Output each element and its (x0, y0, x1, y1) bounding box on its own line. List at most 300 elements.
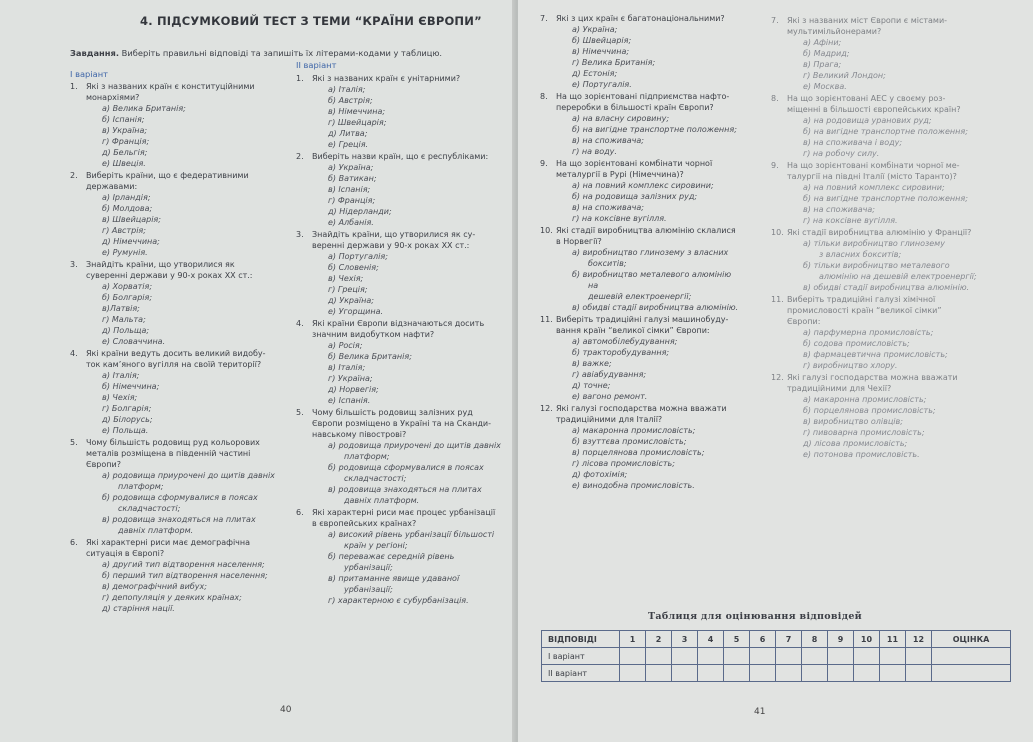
question-text: На що зорієнтовані комбінати чорної ме- (787, 161, 960, 170)
answer-cell[interactable] (672, 648, 698, 665)
answer-option: г) Австрія; (102, 226, 146, 235)
answer-option: г) на робочу силу. (803, 149, 880, 158)
question-block (296, 407, 504, 506)
answer-option: а) на родовища уранових руд; (803, 116, 932, 125)
question-text: Які з названих країн є унітарними? (312, 74, 461, 83)
question (296, 507, 504, 529)
variant2-heading: ІІ варіант (296, 60, 337, 70)
question-number: 4. (296, 319, 304, 328)
answer-option: в) обидві стадії виробництва алюмінію. (803, 283, 970, 292)
question-text: талургії на півдні Італії (місто Таранто)? (787, 172, 957, 181)
answer-option: а) на повний комплекс сировини; (803, 183, 945, 192)
question-number: 8. (771, 94, 779, 103)
left-variant1-column (70, 80, 275, 614)
answer-table-row (542, 665, 1011, 682)
question-block (540, 403, 758, 491)
question (296, 318, 504, 340)
answer-option: д) фотохімія; (572, 470, 628, 479)
answer-option: на (588, 281, 599, 290)
answer-option: б) Болгарія; (102, 293, 153, 302)
question-text: навському півострові? (312, 430, 407, 439)
question (540, 314, 758, 336)
score-cell[interactable] (932, 665, 1011, 682)
question-block (771, 160, 983, 226)
answer-option: а) високий рівень урбанізації більшості (328, 530, 495, 539)
question-block (70, 348, 275, 436)
question (540, 158, 758, 180)
question-text: Європи: (787, 317, 821, 326)
question-number-cell: 9 (828, 631, 854, 648)
question-text: Які галузі господарства можна вважати (787, 373, 958, 382)
answer-option: е) Угорщина. (328, 307, 384, 316)
answer-option: в) на споживача; (572, 136, 644, 145)
question-text: монархіями? (86, 93, 140, 102)
answer-option: б) Мадрид; (803, 49, 850, 58)
answer-option: в) притаманне явище удаваної (328, 574, 460, 583)
question (70, 348, 275, 370)
answer-option: а) Хорватія; (102, 282, 153, 291)
answer-option: а) родовища приурочені до щитів давніх (328, 441, 501, 450)
answer-option: б) Швейцарія; (572, 36, 632, 45)
answer-option: давніх платформ. (118, 526, 194, 535)
answer-option: в) родовища знаходяться на плитах (328, 485, 482, 494)
question (540, 403, 758, 425)
answer-option: а) Ірландія; (102, 193, 151, 202)
task-text: Виберіть правильні відповіді та запишіть їх літерами-кодами у таблицю. (119, 48, 443, 58)
answer-option: г) на коксівне вугілля. (572, 214, 667, 223)
answer-option: г) Франція; (102, 137, 150, 146)
question-text: На що зорієнтовані комбінати чорної (556, 159, 713, 168)
question (771, 15, 983, 37)
answer-table (541, 630, 1011, 682)
question-block (540, 158, 758, 224)
answer-option: д) Нідерланди; (328, 207, 392, 216)
question-text: Які з названих країн є конституційними (86, 82, 255, 91)
answer-option: в) демографічний вибух; (102, 582, 207, 591)
question-text: Які характерні риси має процес урбанізації (312, 508, 496, 517)
answer-table-row (542, 648, 1011, 665)
answer-option: а) виробництво глинозему з власних (572, 248, 729, 257)
question-text: Які стадії виробництва алюмінію у Франції? (787, 228, 972, 237)
answer-option: країн у регіоні; (344, 541, 408, 550)
answer-option: в) Іспанія; (328, 185, 371, 194)
question-text: вання країн “великої сімки” Європи: (556, 326, 710, 335)
answer-option: в) Швейцарія; (102, 215, 161, 224)
question-text: Виберіть країни, що є федеративними (86, 171, 249, 180)
answer-option: б) Ватикан; (328, 174, 377, 183)
question-number: 12. (771, 373, 784, 382)
answer-option: урбанізації; (344, 563, 393, 572)
question-block (771, 294, 983, 371)
question-number: 2. (70, 171, 78, 180)
answer-option: д) Польща; (102, 326, 150, 335)
answer-option: г) характерною є субурбанізація. (328, 596, 469, 605)
answer-option: д) Україна; (328, 296, 374, 305)
question (771, 93, 983, 115)
answer-option: г) Болгарія; (102, 404, 152, 413)
answer-option: б) перший тип відтворення населення; (102, 571, 268, 580)
answer-option: д) Білорусь; (102, 415, 153, 424)
question-text: Які характерні риси має демографічна (86, 538, 251, 547)
question-text: значним видобутком нафти? (312, 330, 435, 339)
answer-option: г) депопуляція у деяких країнах; (102, 593, 242, 602)
question-text: металургії в Рурі (Німеччина)? (556, 170, 684, 179)
answer-cell[interactable] (880, 648, 906, 665)
answer-option: а) Україна; (572, 25, 618, 34)
answer-option: а) макаронна промисловість; (572, 426, 696, 435)
answer-option: в) фармацевтична промисловість; (803, 350, 948, 359)
page-title: 4. ПІДСУМКОВИЙ ТЕСТ З ТЕМИ “КРАЇНИ ЄВРОПИ” (140, 14, 482, 28)
question-number: 7. (540, 14, 548, 23)
answer-option: е) Швеція. (102, 159, 146, 168)
question-text: Знайдіть країни, що утворилися як (86, 260, 235, 269)
question-block (540, 225, 758, 313)
answer-option: алюмінію на дешевій електроенергії; (819, 272, 977, 281)
answer-option: б) Німеччина; (102, 382, 160, 391)
answer-cell[interactable] (906, 648, 932, 665)
question-text: металів розміщена в південній частині (86, 449, 251, 458)
question-block (296, 151, 504, 228)
answer-option: б) родовища сформувалися в поясах (328, 463, 484, 472)
answer-cell[interactable] (724, 665, 750, 682)
question-text: Які країни ведуть досить великий видобу- (86, 349, 266, 358)
question (540, 13, 758, 24)
answer-option: д) Норвегія; (328, 385, 379, 394)
question-block (70, 537, 275, 614)
answer-option: е) потонова промисловість. (803, 450, 920, 459)
answer-option: е) Румунія. (102, 248, 148, 257)
right-variant2-column (771, 14, 983, 460)
question (540, 91, 758, 113)
question (296, 407, 504, 440)
question-block (70, 81, 275, 169)
variant-row-label: ІІ варіант (542, 665, 620, 682)
answer-option: а) Велика Британія; (102, 104, 186, 113)
question-text: в європейських країнах? (312, 519, 417, 528)
question (540, 225, 758, 247)
question-number-cell: 2 (646, 631, 672, 648)
answer-option: б) Іспанія; (102, 115, 145, 124)
answer-option: б) родовища сформувалися в поясах (102, 493, 258, 502)
question-number: 11. (540, 315, 553, 324)
question-number-cell: 1 (620, 631, 646, 648)
answer-option: а) Росія; (328, 341, 363, 350)
answer-option: е) Греція. (328, 140, 369, 149)
answer-option: платформ; (344, 452, 390, 461)
answer-option: б) взуттєва промисловість; (572, 437, 687, 446)
answer-option: урбанізації; (344, 585, 393, 594)
question-number: 5. (296, 408, 304, 417)
answer-option: б) виробництво металевого алюмінію (572, 270, 732, 279)
answer-option: б) Велика Британія; (328, 352, 412, 361)
answer-option: г) Франція; (328, 196, 376, 205)
variant1-heading: І варіант (70, 69, 108, 79)
answer-table-header (542, 631, 1011, 648)
question-text: державами: (86, 182, 138, 191)
answer-option: в) обидві стадії виробництва алюмінію. (572, 303, 739, 312)
question-block (771, 93, 983, 159)
question-number: 6. (296, 508, 304, 517)
question-text: веренні держави у 90-х роках ХХ ст.: (312, 241, 470, 250)
score-cell[interactable] (932, 648, 1011, 665)
answer-cell[interactable] (646, 648, 672, 665)
question (771, 372, 983, 394)
answer-option: б) Словенія; (328, 263, 379, 272)
answer-cell[interactable] (828, 665, 854, 682)
answer-option: б) порцелянова промисловість; (803, 406, 936, 415)
answer-cell[interactable] (620, 665, 646, 682)
question-text: ток кам’яного вугілля на своїй території? (86, 360, 262, 369)
answer-cell[interactable] (802, 665, 828, 682)
question-text: Які країни Європи відзначаються досить (312, 319, 485, 328)
answer-option: а) тільки виробництво глинозему (803, 239, 945, 248)
right-variant1-column (540, 12, 758, 491)
question-block (540, 91, 758, 157)
answer-option: е) Іспанія. (328, 396, 371, 405)
answer-option: а) другий тип відтворення населення; (102, 560, 265, 569)
question-number: 3. (296, 230, 304, 239)
answer-option: б) содова промисловість; (803, 339, 910, 348)
answer-cell[interactable] (906, 665, 932, 682)
question-text: Чому більшість родовищ залізних руд (312, 408, 473, 417)
variant-row-label: І варіант (542, 648, 620, 665)
question-text: Які з названих міст Європи є містами- (787, 16, 948, 25)
question-text: На що зорієнтовані АЕС у своєму роз- (787, 94, 946, 103)
answer-option: в) важке; (572, 359, 612, 368)
question-number: 12. (540, 404, 553, 413)
question-text: На що зорієнтовані підприємства нафто- (556, 92, 730, 101)
question-block (70, 437, 275, 536)
answer-option: а) автомобілебудування; (572, 337, 678, 346)
task-instruction (70, 48, 442, 58)
answer-option: в) Італія; (328, 363, 366, 372)
question-number: 6. (70, 538, 78, 547)
answer-option: в) Німеччина; (572, 47, 630, 56)
answer-option: д) лісова промисловість; (803, 439, 908, 448)
answer-cell[interactable] (724, 648, 750, 665)
question-text: міщенні в більшості європейських країн? (787, 105, 961, 114)
answer-cell[interactable] (620, 648, 646, 665)
answer-option: в)Латвія; (102, 304, 140, 313)
answer-cell[interactable] (828, 648, 854, 665)
answer-option: е) Польща. (102, 426, 149, 435)
question-number-cell: 10 (854, 631, 880, 648)
answer-option: в) виробництво олівців; (803, 417, 903, 426)
question-text: суверенні держави у 90-х роках ХХ ст.: (86, 271, 253, 280)
answer-option: е) Словаччина. (102, 337, 166, 346)
task-label: Завдання. (70, 48, 119, 58)
answer-option: а) Афіни; (803, 38, 842, 47)
answer-option: складчастості; (344, 474, 407, 483)
question-text: Знайдіть країни, що утворилися як су- (312, 230, 476, 239)
question-number: 4. (70, 349, 78, 358)
question-block (296, 318, 504, 406)
question-number: 11. (771, 295, 784, 304)
answers-header-cell: ВІДПОВІДІ (542, 631, 620, 648)
question (771, 160, 983, 182)
answer-cell[interactable] (854, 648, 880, 665)
answer-option: б) Австрія; (328, 96, 373, 105)
answer-option: д) Бельгія; (102, 148, 148, 157)
question-block (296, 229, 504, 317)
answer-cell[interactable] (802, 648, 828, 665)
answer-cell[interactable] (646, 665, 672, 682)
answer-option: г) пивоварна промисловість; (803, 428, 925, 437)
question-number: 10. (540, 226, 553, 235)
answer-option: в) порцелянова промисловість; (572, 448, 705, 457)
question-number: 9. (771, 161, 779, 170)
answer-option: давніх платформ. (344, 496, 420, 505)
answer-option: в) Чехія; (102, 393, 138, 402)
question-text: переробки в більшості країн Європи? (556, 103, 714, 112)
question-block (70, 170, 275, 258)
answer-option: г) на коксівне вугілля. (803, 216, 898, 225)
answer-option: в) Німеччина; (328, 107, 386, 116)
question-number-cell: 3 (672, 631, 698, 648)
answer-cell[interactable] (672, 665, 698, 682)
question-block (771, 15, 983, 92)
left-page (0, 0, 515, 742)
question-text: Чому більшість родовищ руд кольорових (86, 438, 260, 447)
answer-option: д) Німеччина; (102, 237, 160, 246)
answer-option: г) виробництво хлору. (803, 361, 898, 370)
answer-option: г) лісова промисловість; (572, 459, 675, 468)
question-text: Які стадії виробництва алюмінію склалися (556, 226, 736, 235)
question-number: 9. (540, 159, 548, 168)
question-number-cell: 11 (880, 631, 906, 648)
answer-cell[interactable] (698, 648, 724, 665)
answer-option: дешевій електроенергії; (588, 292, 692, 301)
question (296, 151, 504, 162)
answer-option: в) на споживача; (803, 205, 875, 214)
answer-cell[interactable] (698, 665, 724, 682)
question (771, 227, 983, 238)
answer-option: е) Португалія. (572, 80, 632, 89)
answer-option: а) на власну сировину; (572, 114, 670, 123)
answer-option: бокситів; (588, 259, 627, 268)
answer-option: д) Естонія; (572, 69, 618, 78)
question-text: в Норвегії? (556, 237, 602, 246)
score-header-cell: ОЦІНКА (932, 631, 1011, 648)
answer-option: б) на вигідне транспортне положення; (572, 125, 737, 134)
question-text: Виберіть традиційні галузі машинобуду- (556, 315, 729, 324)
question-number-cell: 5 (724, 631, 750, 648)
question-number-cell: 8 (802, 631, 828, 648)
answer-table-title: Таблиця для оцінювання відповідей (648, 611, 863, 622)
question (296, 229, 504, 251)
answer-option: б) на вигідне транспортне положення; (803, 127, 968, 136)
answer-option: е) Москва. (803, 82, 847, 91)
answer-cell[interactable] (750, 665, 776, 682)
question-number-cell: 6 (750, 631, 776, 648)
question-block (296, 507, 504, 606)
answer-option: г) Греція; (328, 285, 368, 294)
answer-option: в) Чехія; (328, 274, 364, 283)
answer-option: а) парфумерна промисловість; (803, 328, 934, 337)
question-number: 3. (70, 260, 78, 269)
answer-cell[interactable] (776, 648, 802, 665)
answer-option: а) Україна; (328, 163, 374, 172)
answer-option: складчастості; (118, 504, 181, 513)
question-number-cell: 4 (698, 631, 724, 648)
question (70, 81, 275, 103)
answer-cell[interactable] (880, 665, 906, 682)
answer-option: з власних бокситів; (819, 250, 902, 259)
answer-option: г) Великий Лондон; (803, 71, 886, 80)
answer-option: б) тільки виробництво металевого (803, 261, 950, 270)
page-number-right: 41 (754, 707, 766, 717)
question-number: 1. (70, 82, 78, 91)
answer-option: б) переважає середній рівень (328, 552, 455, 561)
answer-option: а) макаронна промисловість; (803, 395, 927, 404)
question-text: Європи? (86, 460, 121, 469)
answer-option: д) точне; (572, 381, 611, 390)
answer-option: б) на вигідне транспортне положення; (803, 194, 968, 203)
answer-option: е) винодобна промисловість. (572, 481, 695, 490)
answer-option: в) Україна; (102, 126, 148, 135)
answer-option: а) на повний комплекс сировини; (572, 181, 714, 190)
answer-option: г) на воду. (572, 147, 617, 156)
question (70, 537, 275, 559)
answer-option: б) тракторобудування; (572, 348, 670, 357)
question (70, 170, 275, 192)
answer-option: а) Італія; (102, 371, 140, 380)
answer-option: в) родовища знаходяться на плитах (102, 515, 256, 524)
answer-cell[interactable] (776, 665, 802, 682)
question-number: 5. (70, 438, 78, 447)
question-text: Які галузі господарства можна вважати (556, 404, 727, 413)
question-block (540, 13, 758, 90)
left-variant2-column (296, 72, 504, 606)
question-text: мультимільйонерами? (787, 27, 882, 36)
question-block (296, 73, 504, 150)
answer-option: д) старіння нації. (102, 604, 175, 613)
question (296, 73, 504, 84)
answer-option: г) Швейцарія; (328, 118, 387, 127)
question-number: 2. (296, 152, 304, 161)
answer-option: б) Молдова; (102, 204, 153, 213)
question (771, 294, 983, 327)
answer-cell[interactable] (854, 665, 880, 682)
answer-option: а) Італія; (328, 85, 366, 94)
answer-option: е) Албанія. (328, 218, 374, 227)
question-text: традиційними для Італії? (556, 415, 663, 424)
question (70, 437, 275, 470)
answer-option: г) авіабудування; (572, 370, 647, 379)
answer-option: в) на споживача і воду; (803, 138, 903, 147)
answer-option: г) Велика Британія; (572, 58, 656, 67)
question-number-cell: 7 (776, 631, 802, 648)
answer-option: д) Литва; (328, 129, 368, 138)
question-text: Виберіть традиційні галузі хімічної (787, 295, 936, 304)
question-text: ситуація в Європі? (86, 549, 165, 558)
answer-option: а) Португалія; (328, 252, 388, 261)
question-number-cell: 12 (906, 631, 932, 648)
question-block (771, 372, 983, 460)
answer-option: в) Прага; (803, 60, 842, 69)
answer-option: в) на споживача; (572, 203, 644, 212)
question-text: традиційними для Чехії? (787, 384, 892, 393)
answer-option: б) на родовища залізних руд; (572, 192, 698, 201)
question-block (771, 227, 983, 293)
answer-option: г) Мальта; (102, 315, 146, 324)
answer-option: г) Україна; (328, 374, 373, 383)
page-number: 40 (280, 705, 292, 715)
answer-cell[interactable] (750, 648, 776, 665)
question (70, 259, 275, 281)
question-text: Які з цих країн є багатонаціональними? (556, 14, 725, 23)
question-number: 10. (771, 228, 784, 237)
